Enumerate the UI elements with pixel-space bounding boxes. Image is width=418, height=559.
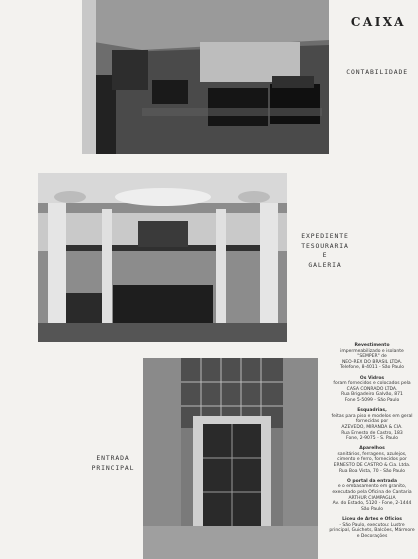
caption-line: E <box>322 251 328 259</box>
credit-item <box>329 376 415 404</box>
credit-line: sanitários, ferragens, azulejos, cimento e ferro, fornecidos por <box>337 451 407 463</box>
caption-line: ENTRADA <box>96 454 130 462</box>
caption-line: EXPEDIENTE <box>301 232 349 240</box>
credit-line: CASA CONRADO LTDA. <box>346 386 398 392</box>
credit-line: Av. do Estado, 5120 - Fone, 2-1444 <box>332 501 412 507</box>
caption-expediente <box>290 232 360 270</box>
caption-line: PRINCIPAL <box>91 463 135 472</box>
credit-line: e o embasamento em granito, executado pela Oficina de Cantaria <box>332 484 412 496</box>
credit-line: São Paulo <box>361 506 383 512</box>
photo-contabilidade <box>82 0 329 154</box>
photo-expediente-galeria <box>38 173 287 342</box>
credit-line: AZEVEDO, MIRANDA & CIA. <box>341 424 403 430</box>
credit-line: impermeabilizado e isolante "SEMPER" de <box>340 348 404 360</box>
caption-entrada <box>86 454 140 473</box>
credit-item <box>329 517 415 539</box>
credit-lead: Os Vidros <box>359 375 385 381</box>
credit-line: Telefone, 8-4011 - São Paulo <box>340 365 404 371</box>
page-title: CAIXA <box>350 15 406 29</box>
caption-line: GALERIA <box>308 260 342 269</box>
credit-line: ERNESTO DE CASTRO & Cia. Ltda. <box>333 463 411 469</box>
caption-contabilidade <box>346 68 408 78</box>
credit-line: Rua Boa Vista, 70 - São Paulo <box>338 468 406 474</box>
credit-line: Rua Ernesto de Castro, 183 <box>341 430 403 436</box>
credit-line: ARTHUR CIAMPAGLIA <box>348 495 396 501</box>
supplier-credits <box>329 343 415 544</box>
credit-line: Rua Brigadeiro Galvão, 871 <box>341 392 403 398</box>
credit-line: Fone 5-5099 - São Paulo <box>344 397 400 403</box>
credit-lead: Esquadrias, <box>357 408 387 414</box>
credit-lead: Liceu de Artes e Ofícios <box>342 517 402 522</box>
caption-line: CONTABILIDADE <box>346 68 408 76</box>
credit-line: foram fornecidos e colocados pela <box>333 381 411 387</box>
credit-lead: O portal da entrada <box>347 478 397 484</box>
credit-line: feitas para piso e modelos em geral fornecidas por <box>331 413 413 425</box>
photo-entrada-principal <box>143 358 318 559</box>
credit-item <box>329 446 415 474</box>
credit-item <box>329 479 415 513</box>
credit-lead: Aparelhos <box>359 446 385 452</box>
credit-item <box>329 343 415 371</box>
credit-lead: Revestimento <box>354 343 390 348</box>
credit-line: - São Paulo, executou: Lustre principal, Guichets, Balcões, Mármore e Decorações <box>329 522 415 539</box>
caption-line: TESOURARIA <box>301 241 349 250</box>
credit-line: NEO-REX DO BRASIL LTDA. <box>341 359 403 365</box>
credit-line: Fone, 2-9075 - S. Paulo <box>346 436 398 442</box>
credit-item <box>329 408 415 442</box>
